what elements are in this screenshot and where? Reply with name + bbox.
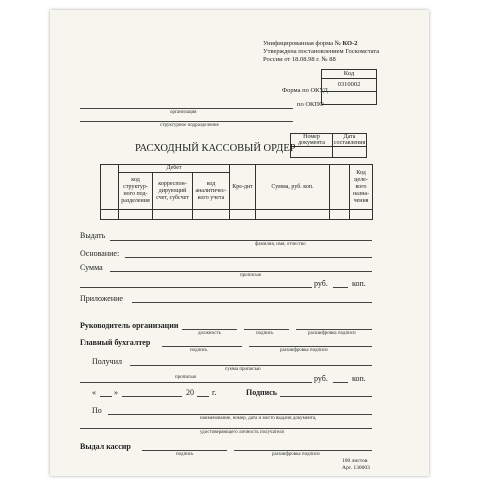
footer-art: Арт. 130003	[342, 465, 370, 471]
okud-value: 0310002	[322, 79, 377, 92]
po-label: По	[92, 406, 102, 415]
table-cell	[330, 210, 350, 220]
po-caption: наименование, номер, дата и место выдачи документа,	[200, 416, 317, 421]
osnovanie-label: Основание:	[80, 249, 120, 258]
glavbuh-rasshifrovka-caption: расшифровка подписи	[280, 348, 328, 353]
year-suffix: г.	[212, 388, 217, 397]
prilozhenie-label: Приложение	[80, 294, 123, 303]
date-quote-close: »	[114, 388, 118, 397]
form-header-line2: Утверждена постановлением Госкомстата	[263, 48, 380, 55]
accounting-table	[100, 164, 373, 220]
kop-label: коп.	[352, 279, 366, 288]
table-col-blank2	[330, 165, 350, 210]
doc-number-header: Номер документа	[291, 134, 333, 147]
kop2-label: коп.	[352, 374, 366, 383]
rukovoditel-post-line	[182, 329, 237, 330]
form-sheet	[50, 10, 429, 476]
form-header-line3: России от 18.08.98 г. № 88	[263, 56, 336, 63]
rasshifrovka-caption: расшифровка подписи	[308, 331, 356, 336]
date-month-line	[122, 396, 182, 397]
date-quote-open: «	[92, 388, 96, 397]
table-cell	[193, 210, 230, 220]
doc-date-header: Дата составления	[333, 134, 366, 146]
summa-line	[110, 271, 372, 272]
table-col-kredit: Кре-дит	[230, 165, 256, 210]
kop2-line	[333, 382, 348, 383]
vydat-label: Выдать	[80, 231, 106, 240]
document-box	[290, 133, 367, 158]
code-box	[321, 69, 377, 105]
year-line	[197, 396, 209, 397]
department-caption: структурное подразделение	[160, 123, 219, 128]
date-day-line	[100, 396, 112, 397]
glavbuh-podpis-caption: подпись	[190, 348, 208, 353]
rub-label: руб.	[314, 279, 328, 288]
table-cell	[256, 210, 330, 220]
vydat-line	[110, 240, 372, 241]
okud-label: Форма по ОКУД	[282, 87, 328, 94]
po-line2	[80, 428, 372, 429]
poluchil-label: Получил	[92, 357, 122, 366]
po-line	[108, 414, 372, 415]
form-header-line1: Унифицированная форма № КО-2	[263, 40, 358, 47]
rukovoditel-decode-line	[296, 329, 372, 330]
table-col-analit: код аналитичес-кого учета	[193, 173, 230, 210]
kassir-rasshifrovka-caption: расшифровка подписи	[272, 452, 320, 457]
poluchil-line	[130, 365, 372, 366]
document-title: РАСХОДНЫЙ КАССОВЫЙ ОРДЕР	[135, 143, 296, 154]
kassir-decode-line	[234, 450, 372, 451]
table-col-kod-struct: код структур-ного под-разделения	[119, 173, 153, 210]
okpo-value	[322, 92, 377, 105]
rukovoditel-label: Руководитель организации	[80, 321, 179, 330]
dolzhnost-caption: должность	[198, 331, 221, 336]
table-col-debet: Дебет	[119, 165, 230, 173]
podpis-line	[280, 396, 372, 397]
udost-caption: удостоверяющего личность получателя	[200, 430, 284, 435]
kassir-podpis-caption: подпись	[176, 452, 194, 457]
table-col-blank	[101, 165, 119, 210]
summa-label: Сумма	[80, 263, 103, 272]
organization-line	[80, 108, 293, 109]
kop-line	[333, 287, 348, 288]
glavbuh-decode-line	[249, 346, 372, 347]
prilozhenie-line	[132, 302, 372, 303]
organization-caption: организация	[170, 110, 197, 115]
code-header: Код	[322, 70, 377, 79]
footer-sheets: 100 листов	[342, 458, 368, 464]
rub2-label: руб.	[314, 374, 328, 383]
osnovanie-line	[125, 257, 372, 258]
department-line	[80, 121, 293, 122]
doc-number-value	[291, 147, 333, 158]
summa-caption: прописью	[240, 273, 262, 278]
podpis-label: Подпись	[246, 388, 278, 397]
table-cell	[230, 210, 256, 220]
kassir-sign-line	[142, 450, 227, 451]
table-cell	[119, 210, 153, 220]
prop2-caption: прописью	[175, 375, 197, 380]
podpis-caption: подпись	[256, 331, 274, 336]
doc-date-value	[333, 147, 367, 158]
table-col-summa: Сумма, руб. коп.	[256, 165, 330, 210]
poluchil-line2	[80, 382, 312, 383]
table-col-corr: корреспон-дирующий счет, субсчет	[153, 173, 193, 210]
summa-propisyu-caption: сумма прописью	[225, 367, 261, 372]
rukovoditel-sign-line	[244, 329, 289, 330]
table-cell	[350, 210, 373, 220]
vydat-caption: фамилия, имя, отчество	[255, 242, 306, 247]
table-col-kod-cel: Код целе-вого назна-чения	[350, 165, 373, 210]
year-label: 20	[186, 388, 194, 397]
glavbuh-label: Главный бухгалтер	[80, 338, 151, 347]
summa-line2	[80, 287, 312, 288]
table-cell	[101, 210, 119, 220]
glavbuh-sign-line	[162, 346, 242, 347]
okpo-label: по ОКПО	[297, 101, 324, 108]
kassir-label: Выдал кассир	[80, 442, 131, 451]
table-cell	[153, 210, 193, 220]
